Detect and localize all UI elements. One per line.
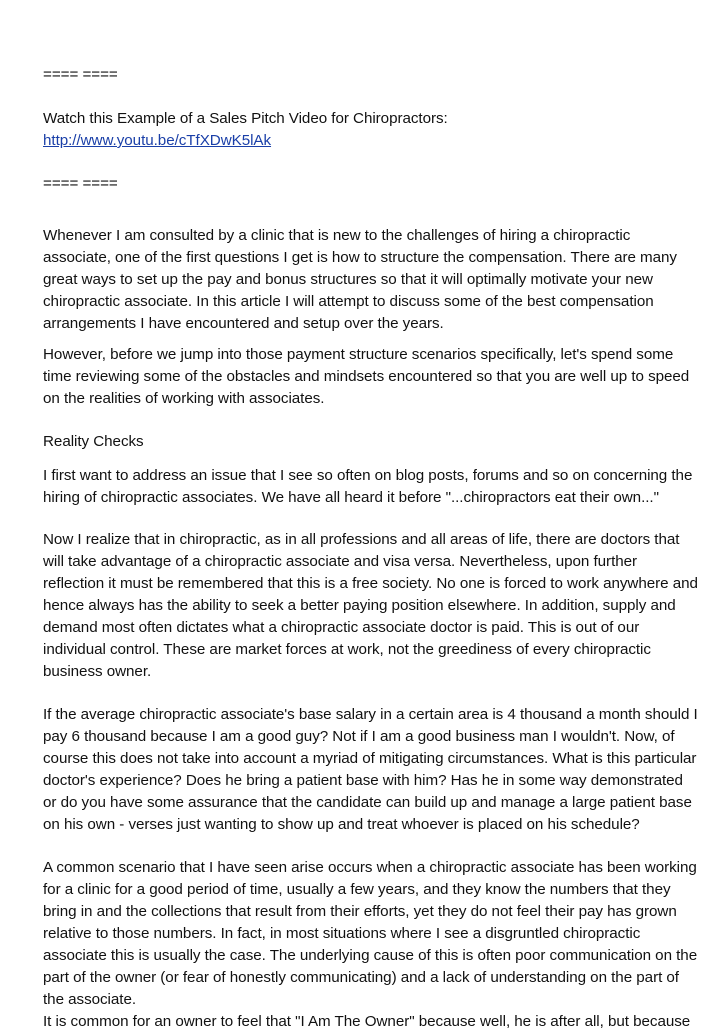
video-link[interactable]: http://www.youtu.be/cTfXDwK5lAk bbox=[43, 132, 272, 149]
separator-top: ==== ==== bbox=[43, 66, 118, 83]
p4-line-4: hence always has the ability to seek a better paying position elsewhere. In addition, supply and bbox=[43, 597, 676, 614]
p6-line-7: the associate. bbox=[43, 991, 137, 1008]
p3-line-1: I first want to address an issue that I see so often on blog posts, forums and so on concerning the bbox=[43, 467, 693, 484]
p3-line-2: hiring of chiropractic associates. We have all heard it before "...chiropractors eat their own..." bbox=[43, 489, 659, 506]
p7-line-1: It is common for an owner to feel that "I Am The Owner" because well, he is after all, but because bbox=[43, 1013, 691, 1030]
p4-line-3: reflection it must be remembered that this is a free society. No one is forced to work anywhere and bbox=[43, 575, 698, 592]
video-intro-text: Watch this Example of a Sales Pitch Video for Chiropractors: bbox=[43, 110, 448, 127]
p6-line-3: bring in and the collections that result from their efforts, yet they do not feel their pay has grown bbox=[43, 903, 677, 920]
p1-line-1: Whenever I am consulted by a clinic that is new to the challenges of hiring a chiropractic bbox=[43, 227, 631, 244]
p1-line-5: arrangements I have encountered and setup over the years. bbox=[43, 315, 444, 332]
p2-line-1: However, before we jump into those payment structure scenarios specifically, let's spend some bbox=[43, 346, 674, 363]
p6-line-4: relative to those numbers. In fact, in most situations where I see a disgruntled chiropractic bbox=[43, 925, 641, 942]
p5-line-1: If the average chiropractic associate's base salary in a certain area is 4 thousand a month should I bbox=[43, 706, 698, 723]
p6-line-5: associate this is usually the case. The underlying cause of this is often poor communication on the bbox=[43, 947, 698, 964]
p4-line-6: individual control. These are market forces at work, not the greediness of every chiropractic bbox=[43, 641, 651, 658]
p4-line-1: Now I realize that in chiropractic, as in all professions and all areas of life, there are doctors that bbox=[43, 531, 680, 548]
p1-line-2: associate, one of the first questions I get is how to structure the compensation. There are many bbox=[43, 249, 677, 266]
p4-line-5: demand most often dictates what a chiropractic associate doctor is paid. This is out of our bbox=[43, 619, 640, 636]
p6-line-1: A common scenario that I have seen arise occurs when a chiropractic associate has been working bbox=[43, 859, 697, 876]
section-heading: Reality Checks bbox=[43, 433, 144, 450]
p2-line-3: on the realities of working with associates. bbox=[43, 390, 325, 407]
p4-line-7: business owner. bbox=[43, 663, 152, 680]
p5-line-3: course this does not take into account a myriad of mitigating circumstances. What is this particular bbox=[43, 750, 697, 767]
p5-line-6: on his own - verses just wanting to show up and treat whoever is placed on his schedule? bbox=[43, 816, 640, 833]
p1-line-3: great ways to set up the pay and bonus structures so that it will optimally motivate your new bbox=[43, 271, 653, 288]
p4-line-2: will take advantage of a chiropractic associate and visa versa. Nevertheless, upon further bbox=[43, 553, 638, 570]
p5-line-5: or do you have some assurance that the candidate can build up and manage a large patient base bbox=[43, 794, 692, 811]
p2-line-2: time reviewing some of the obstacles and mindsets encountered so that you are well up to speed bbox=[43, 368, 690, 385]
p5-line-2: pay 6 thousand because I am a good guy? Not if I am a good business man I wouldn't. Now, of bbox=[43, 728, 675, 745]
p1-line-4: chiropractic associate. In this article I will attempt to discuss some of the best compensation bbox=[43, 293, 654, 310]
separator-bottom: ==== ==== bbox=[43, 175, 118, 192]
p6-line-6: part of the owner (or fear of honestly communicating) and a lack of understanding on the part of bbox=[43, 969, 679, 986]
p6-line-2: for a clinic for a good period of time, usually a few years, and they know the numbers that they bbox=[43, 881, 671, 898]
p5-line-4: doctor's experience? Does he bring a patient base with him? Has he in some way demonstrated bbox=[43, 772, 683, 789]
